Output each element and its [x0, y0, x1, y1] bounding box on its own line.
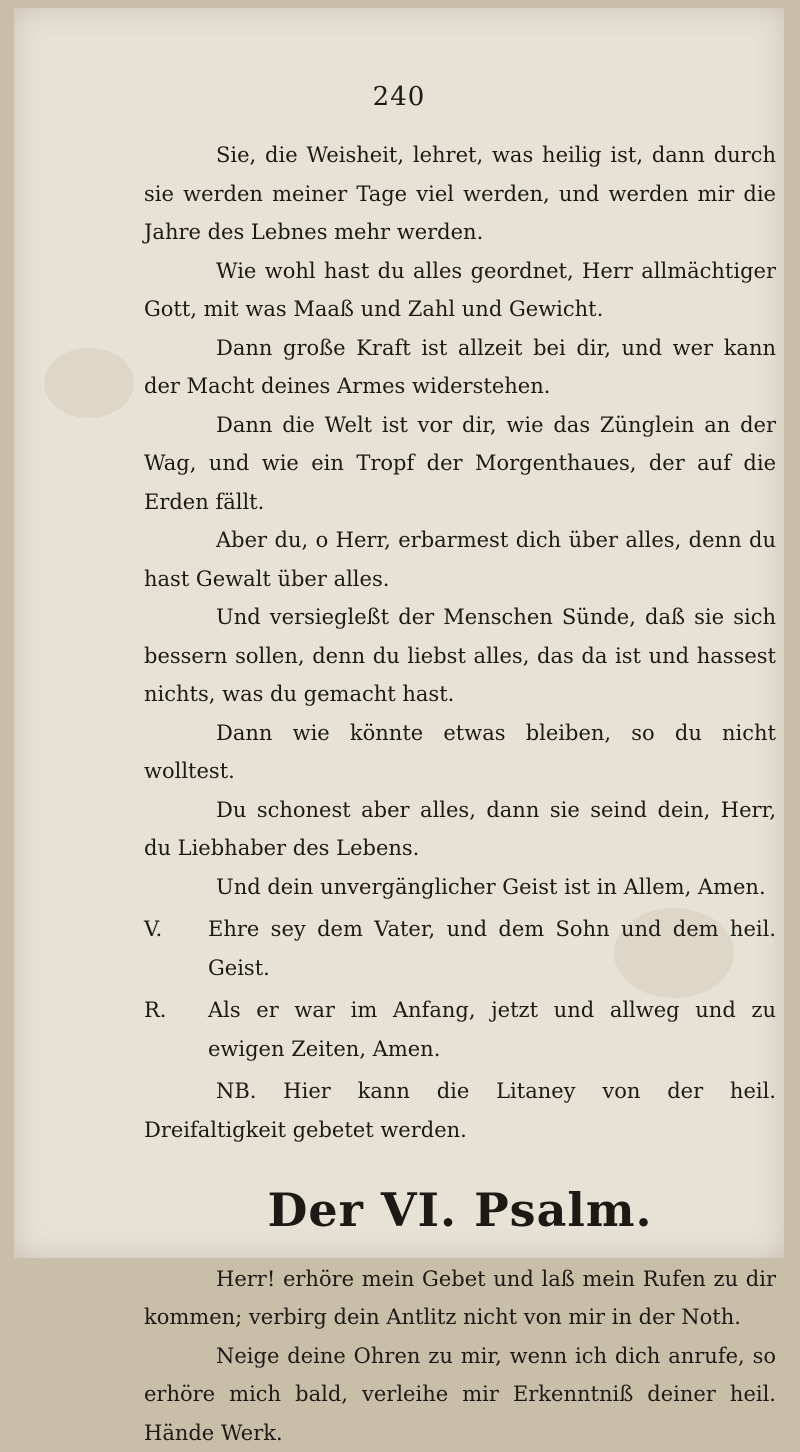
note-marker: NB. [216, 1079, 256, 1103]
page-text [144, 136, 776, 1452]
psalm-paragraph: Herr! erhöre mein Gebet und laß mein Rufen zu dir kommen; verbirg dein Antlitz nicht von mir in der Noth. [144, 1260, 776, 1337]
paragraph: Und dein unvergänglicher Geist ist in Allem, Amen. [144, 868, 776, 907]
note [144, 1072, 776, 1149]
page-number: 240 [14, 82, 784, 112]
response [144, 991, 776, 1068]
response-text: Als er war im Anfang, jetzt und allweg und zu ewigen Zeiten, Amen. [208, 998, 776, 1061]
paragraph: Aber du, o Herr, erbarmest dich über alles, denn du hast Gewalt über alles. [144, 521, 776, 598]
versicle-text: Ehre sey dem Vater, und dem Sohn und dem heil. Geist. [208, 917, 776, 980]
book-page [14, 8, 784, 1258]
versicle-marker: V. [144, 910, 208, 949]
paragraph: Du schonest aber alles, dann sie seind dein, Herr, du Liebhaber des Lebens. [144, 791, 776, 868]
paragraph: Und versiegleßt der Menschen Sünde, daß sie sich bessern sollen, denn du liebst alles, das da ist und hassest nichts, was du gemacht hast. [144, 598, 776, 714]
versicle [144, 910, 776, 987]
paper-stain [44, 348, 134, 418]
paragraph: Dann die Welt ist vor dir, wie das Zünglein an der Wag, und wie ein Tropf der Morgenthaues, der auf die Erden fällt. [144, 406, 776, 522]
psalm-paragraph: Neige deine Ohren zu mir, wenn ich dich anrufe, so erhöre mich bald, verleihe mir Erkenntniß deiner heil. Hände Werk. [144, 1337, 776, 1452]
paragraph: Sie, die Weisheit, lehret, was heilig ist, dann durch sie werden meiner Tage viel werden, und werden mir die Jahre des Lebnes mehr werden. [144, 136, 776, 252]
response-marker: R. [144, 991, 208, 1030]
paragraph: Dann wie könnte etwas bleiben, so du nicht wolltest. [144, 714, 776, 791]
paragraph: Dann große Kraft ist allzeit bei dir, und wer kann der Macht deines Armes widerstehen. [144, 329, 776, 406]
note-text: Hier kann die Litaney von der heil. Dreifaltigkeit gebetet werden. [144, 1079, 776, 1142]
paragraph: Wie wohl hast du alles geordnet, Herr allmächtiger Gott, mit was Maaß und Zahl und Gewicht. [144, 252, 776, 329]
psalm-heading: Der VI. Psalm. [144, 1191, 776, 1230]
